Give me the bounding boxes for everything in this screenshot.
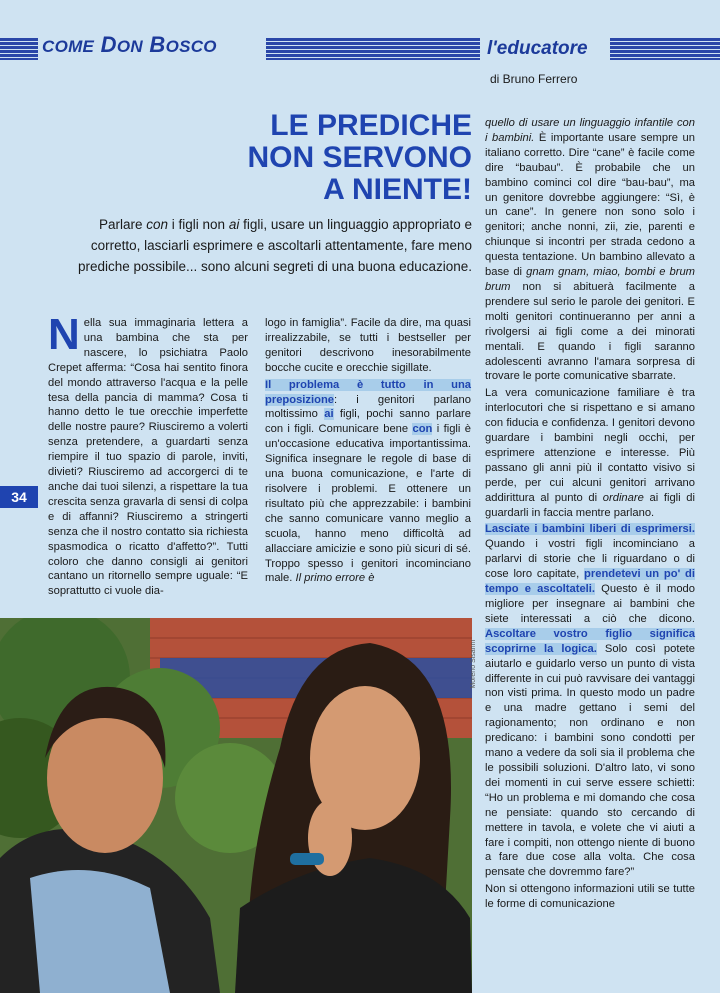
section-title: COME DON BOSCO xyxy=(42,32,217,57)
text-column-3: quello di usare un linguaggio infantile con i bambini. È importante usare sempre un italiano corretto. Dire “cane” è facile come dire “baubau”. È probabile che un bambino cominci col dire “bau-bau”, ma un genitore dovrebbe aggiungere: “Sì, è un cane”. In genere non sono solo i genitori; anche nonni, zii, zie, parenti e chiunque si incontri per strada cedono a questa tentazione. Un bambino allevato a base di gnam gnam, miao, bombi e brum brum non si abituerà facilmente a prendere sul serio le parole dei genitori. E molti genitori continueranno per anni a rivolgersi ai figli come a dei minorati mentali. E quando i figli saranno adolescenti avranno l'amara sorpresa di trovare le porte comunicative sbarrate. La vera comunicazione familiare è tra interlocutori che si rispettano e si amano con fiducia e confidenza. I genitori devono guardare i bambini negli occhi, per esprimere attenzione e interesse. Più passano gli anni più il contatto visivo si perde, per cui alcuni genitori arrivano addirittura al punto di ordinare ai figli di guardarli in faccia mentre parlano. Lasciate i bambini liberi di esprimersi. Quando i vostri figli incominciano a parlarvi di storie che li riguardano o di cose loro capitate, prendetevi un po' di tempo e ascoltateli. Questo è il modo migliore per insegnare ai bambini che siete interessati a ciò che dicono. Ascoltare vostro figlio significa scoprirne la logica. Solo così potete aiutarlo e guidarlo verso un punto di vista differente in cui può ravvisare dei vantaggi non visti prima. In questo modo un padre e una madre gettano i semi del ragionamento; non ordinano e non predicano: i bambini sono condotti per mano a vedere da soli sia il problema che le possibili soluzioni. D'altro lato, vi sono dei momenti in cui serve essere schietti: “Ho un problema e mi domando che cosa ne pensiate: quando sto cercando di mettere in tavola, e volete che vi aiuti a fare i compiti, non ottengo niente di buono a fare due cose alla volta. Che cosa pensate che dovremmo fare?” Non si ottengono informazioni utili se tutte le forme di comunicazione xyxy=(485,117,696,911)
text-column-2: logo in famiglia”. Facile da dire, ma quasi irrealizzabile, se tutti i bestseller per genitori descrivono inesorabilmente bocche cucite e orecchie sigillate. Il problema è tutto in una preposizione: i genitori parlano moltissimo ai figli, pochi sanno parlare con i figli. Comunicare bene con i figli è un'occasione educativa importantissima. Significa insegnare le regole di base di una buona comunicazione, e l'arte di risolvere i problemi. E ottenere un risultato più che apprezzabile: i bambini che sanno comunicare vanno meglio a scuola, hanno meno difficoltà ad allacciare amicizie e sono più sicuri di sé. Troppo spesso i genitori incominciano male. Il primo errore è xyxy=(265,317,471,585)
author-byline: di Bruno Ferrero xyxy=(490,72,578,86)
page-number: 34 xyxy=(0,486,38,508)
article-lead: Parlare con i figli non ai figli, usare un linguaggio appropriato e corretto, lasciarli esprimere e ascoltarli attentamente, fare meno prediche possibile... sono alcuni segreti di una buona educazione. xyxy=(77,217,472,274)
text-column-1: Nella sua immaginaria lettera a una bambina che sta per nascere, lo psichiatra Paolo Crepet afferma: “Cosa hai sentito finora del mondo attraverso l'acqua e la pelle tesa della pancia di mamma? Cosa ti hanno detto le tue orecchie imperfette delle nostre paure? Riusciremo a volerti senza pretendere, a guardarti senza riempire il tuo spazio di parole, inviti, divieti? Riusciremo ad accorgerci di te anche dai tuoi silenzi, a rispettare la tua crescita senza gravarla di sensi di colpa e di affanni? Riusciremo a stringerti senza che il nostro contatto sia richiesta spasmodica o ricatto d'affetto?”. Tutti coloro che danno consigli ai genitori cantano un ritornello sempre uguale: “E soprattutto ci vuole dia- xyxy=(48,310,248,598)
rubric-label: l'educatore xyxy=(487,38,588,59)
header-rule-right xyxy=(610,38,720,60)
photo-two-girls xyxy=(0,618,472,993)
header-rule-left xyxy=(0,38,38,60)
article-headline: LE PREDICHE NON SERVONO A NIENTE! xyxy=(247,109,472,206)
photo-illustration xyxy=(0,618,472,993)
drop-cap: N xyxy=(48,310,80,359)
header-rule-mid xyxy=(266,38,480,60)
photo-credit: Moreno Sisanni xyxy=(470,640,477,689)
